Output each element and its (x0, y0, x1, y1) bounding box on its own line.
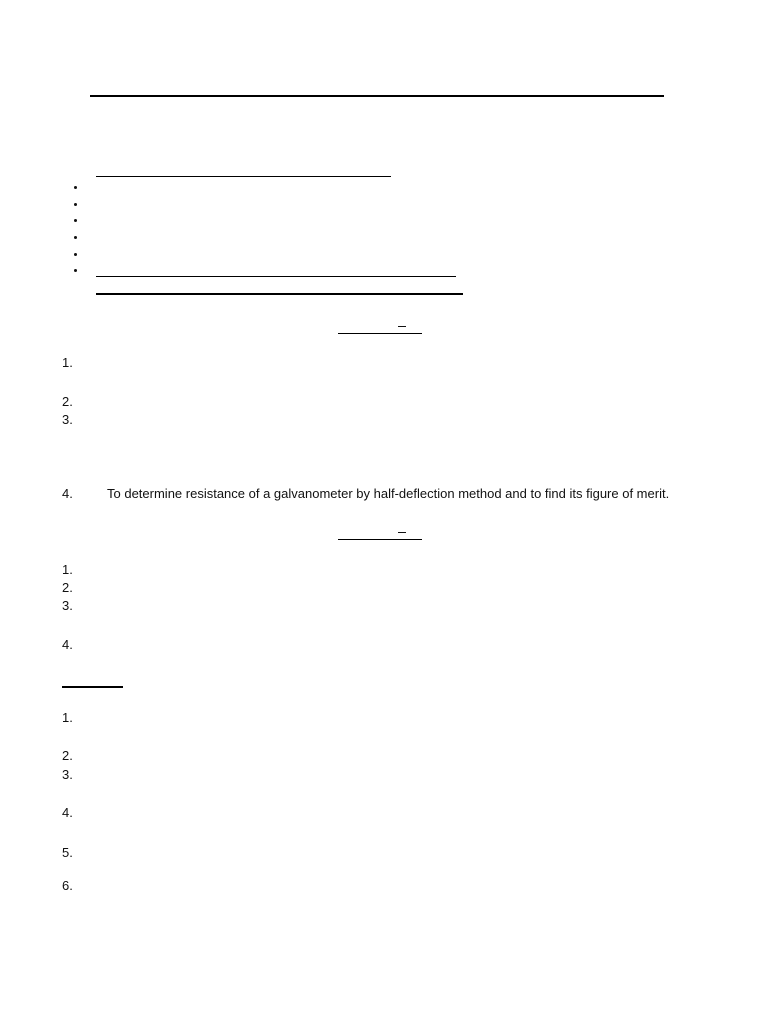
list-item-number: 2. (62, 394, 73, 409)
list-item-number: 4. (62, 486, 73, 501)
section-a-heading-dash (398, 326, 406, 327)
title-underline (90, 95, 664, 97)
list-item-number: 1. (62, 710, 73, 725)
list-item-number: 2. (62, 580, 73, 595)
bullet-marker (74, 253, 77, 256)
list-item-number: 1. (62, 355, 73, 370)
list-item-text: To determine resistance of a galvanometer by half-deflection method and to find its figure of merit. (107, 486, 670, 501)
bullet-marker (74, 186, 77, 189)
bullet-item-underline (96, 276, 456, 277)
bullet-marker (74, 203, 77, 206)
list-item-number: 2. (62, 748, 73, 763)
list-item-number: 6. (62, 878, 73, 893)
bullet-marker (74, 269, 77, 272)
section-b-heading-dash (398, 532, 406, 533)
list-item-number: 3. (62, 767, 73, 782)
subheading-underline (96, 176, 391, 177)
section-a-heading-underline (338, 333, 422, 334)
section-c-heading-underline (62, 686, 123, 688)
list-item-number: 3. (62, 412, 73, 427)
bullet-marker (74, 219, 77, 222)
bullet-marker (74, 236, 77, 239)
list-item-number: 4. (62, 805, 73, 820)
list-item-number: 5. (62, 845, 73, 860)
section-b-heading-underline (338, 539, 422, 540)
list-item-number: 1. (62, 562, 73, 577)
section-underline (96, 293, 463, 295)
list-item-number: 4. (62, 637, 73, 652)
list-item-number: 3. (62, 598, 73, 613)
